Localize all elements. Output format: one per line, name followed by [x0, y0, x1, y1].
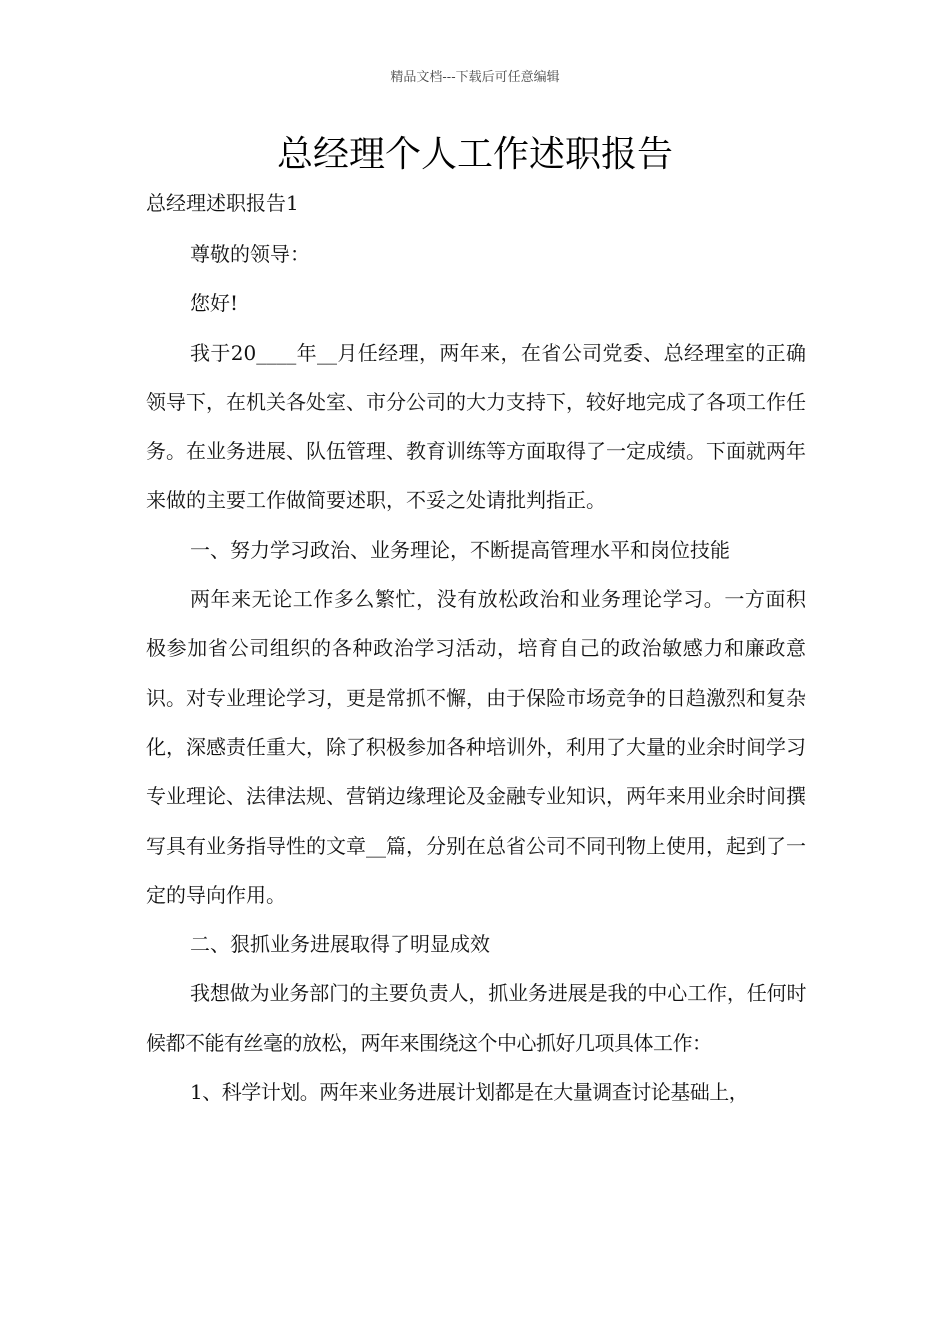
paragraph-greeting: 您好! — [190, 291, 239, 316]
paragraph-item-1: 1、科学计划。两年来业务进展计划都是在大量调查讨论基础上， — [190, 1080, 749, 1105]
header-note: 精品文档---下载后可任意编辑 — [390, 70, 560, 85]
document-title: 总经理个人工作述职报告 — [276, 134, 673, 175]
paragraph-salutation: 尊敬的领导： — [190, 242, 310, 266]
document-body — [146, 230, 806, 1117]
document-subtitle: 总经理述职报告1 — [146, 191, 299, 215]
paragraph-section-1: 两年来无论工作多么繁忙，没有放松政治和业务理论学习。一方面积极参加省公司组织的各种政治学习活动，培育自己的政治敏感力和廉政意识。对专业理论学习，更是常抓不懈，由于保险市场竞争的日趋激烈和复杂化，深感责任重大，除了积极参加各种培训外，利用了大量的业余时间学习专业理论、法律法规、营销边缘理论及金融专业知识，两年来用业余时间撰写具有业务指导性的文章__篇，分别在总省公司不同刊物上使用，起到了一定的导向作用。 — [146, 587, 806, 907]
paragraph-intro: 我于20____年__月任经理，两年来，在省公司党委、总经理室的正确领导下，在机关各处室、市分公司的大力支持下，较好地完成了各项工作任务。在业务进展、队伍管理、教育训练等方面取得了一定成绩。下面就两年来做的主要工作做简要述职，不妥之处请批判指正。 — [146, 340, 806, 513]
section-heading-1: 一、努力学习政治、业务理论，不断提高管理水平和岗位技能 — [190, 537, 730, 562]
paragraph-section-2: 我想做为业务部门的主要负责人，抓业务进展是我的中心工作，任何时候都不能有丝毫的放松，两年来围绕这个中心抓好几项具体工作： — [146, 981, 806, 1055]
section-heading-2: 二、狠抓业务进展取得了明显成效 — [190, 932, 490, 957]
